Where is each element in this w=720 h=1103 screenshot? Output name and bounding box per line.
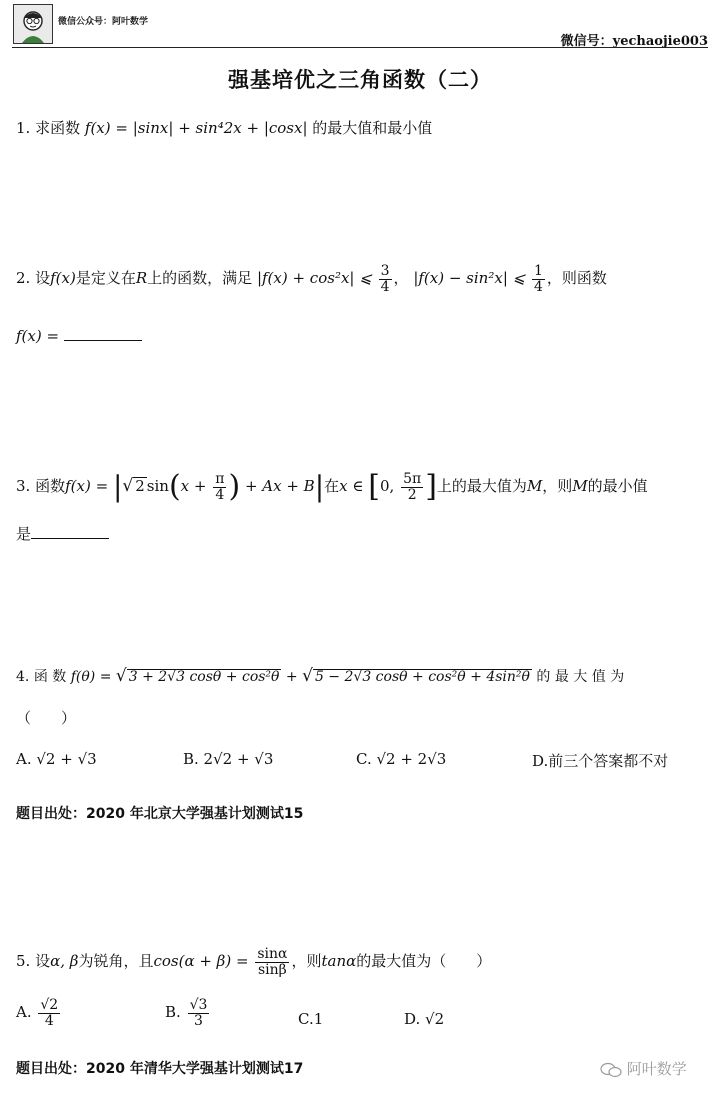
fraction-numerator: √2 [40, 997, 59, 1013]
answer-parentheses: （ ） [16, 709, 77, 727]
question-4 [16, 666, 624, 686]
fraction-denominator: 2 [407, 486, 417, 503]
option-b[interactable] [165, 998, 211, 1028]
question-text: 上的最大值为 [436, 477, 527, 496]
bracket-left: [ [368, 469, 380, 505]
wechat-id: 微信号：yechaojie003 [560, 34, 708, 49]
question-text: ，则 [542, 477, 573, 496]
fraction-numerator: π [215, 471, 225, 487]
fraction-numerator: 1 [534, 263, 543, 279]
option-d[interactable]: D. √2 [404, 1010, 445, 1028]
question-2-answer-line [16, 326, 142, 345]
math-expression: f(x) [50, 269, 76, 288]
fraction-denominator: 4 [380, 278, 390, 295]
question-text: 函数 [35, 477, 66, 496]
header-divider [12, 47, 708, 48]
question-text: 设 [35, 269, 51, 288]
option-a[interactable] [16, 998, 62, 1028]
fraction [188, 998, 210, 1028]
math-expression: |f(x) + cos²x| ⩽ [256, 269, 372, 288]
option-label: B. [165, 1003, 181, 1022]
math-operator: + [285, 669, 298, 685]
question-text: 的最大值为（ ） [356, 952, 492, 971]
abs-bar-left: | [112, 470, 123, 504]
math-symbol: R [135, 269, 148, 288]
account-avatar-logo [13, 4, 53, 44]
math-expression: 0, [380, 477, 395, 496]
fraction-denominator: sinβ [258, 961, 287, 978]
wechat-icon [600, 1062, 622, 1078]
fraction [379, 264, 392, 294]
sqrt-sign: √ [115, 666, 127, 686]
question-text: ，则 [291, 952, 322, 971]
function-name: sin [146, 477, 169, 496]
option-a[interactable]: A. √2 + √3 [16, 750, 97, 768]
page-title: 强基培优之三角函数（二） [228, 68, 492, 92]
question-text: ，则函数 [546, 269, 607, 288]
fraction-numerator: sinα [257, 946, 288, 962]
fraction [213, 472, 226, 502]
question-text: 设 [35, 952, 51, 971]
question-4-source: 题目出处：2020 年北京大学强基计划测试15 [16, 806, 304, 822]
fraction-denominator: 4 [44, 1012, 54, 1029]
math-symbol: M [526, 477, 543, 496]
option-b[interactable]: B. 2√2 + √3 [183, 750, 274, 768]
question-3-answer-line [16, 524, 109, 543]
question-text: 在 [324, 477, 340, 496]
question-1 [16, 119, 432, 137]
fraction-numerator: √3 [189, 997, 208, 1013]
sqrt-sign: √ [122, 476, 134, 497]
question-text: 的最大值和最小值 [312, 119, 433, 137]
question-number: 3. [16, 477, 31, 496]
radicand: 2 [135, 477, 145, 496]
math-expression: f(x) = [16, 327, 60, 345]
fraction [255, 947, 289, 977]
question-number: 4. [16, 669, 30, 685]
bracket-right: ] [425, 469, 437, 505]
paren-left: ( [168, 469, 181, 505]
abs-bar-right: | [314, 470, 325, 504]
sqrt-sign: √ [302, 666, 313, 686]
question-text: 是 [16, 525, 32, 543]
fraction-denominator: 4 [215, 486, 225, 503]
fraction [401, 472, 423, 502]
math-expression: |f(x) − sin²x| ⩽ [413, 269, 526, 288]
answer-blank[interactable] [31, 524, 109, 539]
question-text: 函 数 [33, 669, 67, 685]
fraction-numerator: 3 [380, 263, 390, 279]
math-expression: f(x) = |sinx| + sin⁴2x + |cosx| [84, 119, 308, 137]
option-label: A. [16, 1003, 32, 1022]
question-text: 为锐角，且 [78, 952, 154, 971]
watermark [600, 1058, 687, 1079]
math-expression: α, β [50, 952, 79, 971]
option-c[interactable]: C. √2 + 2√3 [356, 750, 447, 768]
fraction-denominator: 4 [534, 278, 543, 295]
question-5-source: 题目出处：2020 年清华大学强基计划测试17 [16, 1061, 304, 1077]
option-d[interactable]: D.前三个答案都不对 [532, 752, 669, 770]
fraction [532, 264, 545, 294]
question-text: 的 最 大 值 为 [536, 669, 625, 685]
question-3 [16, 469, 648, 505]
math-symbol: M [572, 477, 588, 496]
math-expression: x ∈ [339, 477, 364, 496]
account-name: 微信公众号：阿叶数学 [58, 17, 149, 27]
question-text: 的最小值 [587, 477, 648, 496]
watermark-text: 阿叶数学 [626, 1060, 687, 1078]
question-number: 1. [16, 119, 31, 137]
radicand: 5 − 2√3 cosθ + cos²θ + 4sin²θ [314, 669, 530, 685]
math-expression: cos(α + β) = [153, 952, 249, 971]
question-number: 2. [16, 269, 31, 288]
math-expression: x + [180, 477, 207, 496]
paren-right: ) [228, 469, 241, 505]
question-text: 是定义在 [75, 269, 136, 288]
separator: ， [393, 269, 409, 288]
answer-blank[interactable] [64, 326, 142, 341]
fraction-numerator: 5π [403, 471, 422, 487]
fraction [38, 998, 60, 1028]
option-c[interactable]: C.1 [298, 1010, 324, 1028]
question-text: 上的函数，满足 [147, 269, 253, 288]
fraction-denominator: 3 [194, 1012, 203, 1029]
question-5 [16, 947, 491, 977]
question-2 [16, 264, 607, 294]
math-expression: tanα [321, 952, 357, 971]
question-number: 5. [16, 952, 31, 971]
math-expression: f(θ) = [70, 669, 112, 685]
question-text: 求函数 [35, 119, 81, 137]
radicand: 3 + 2√3 cosθ + cos²θ [128, 669, 280, 685]
math-expression: f(x) = [65, 477, 109, 496]
math-expression: + Ax + B [244, 477, 315, 496]
